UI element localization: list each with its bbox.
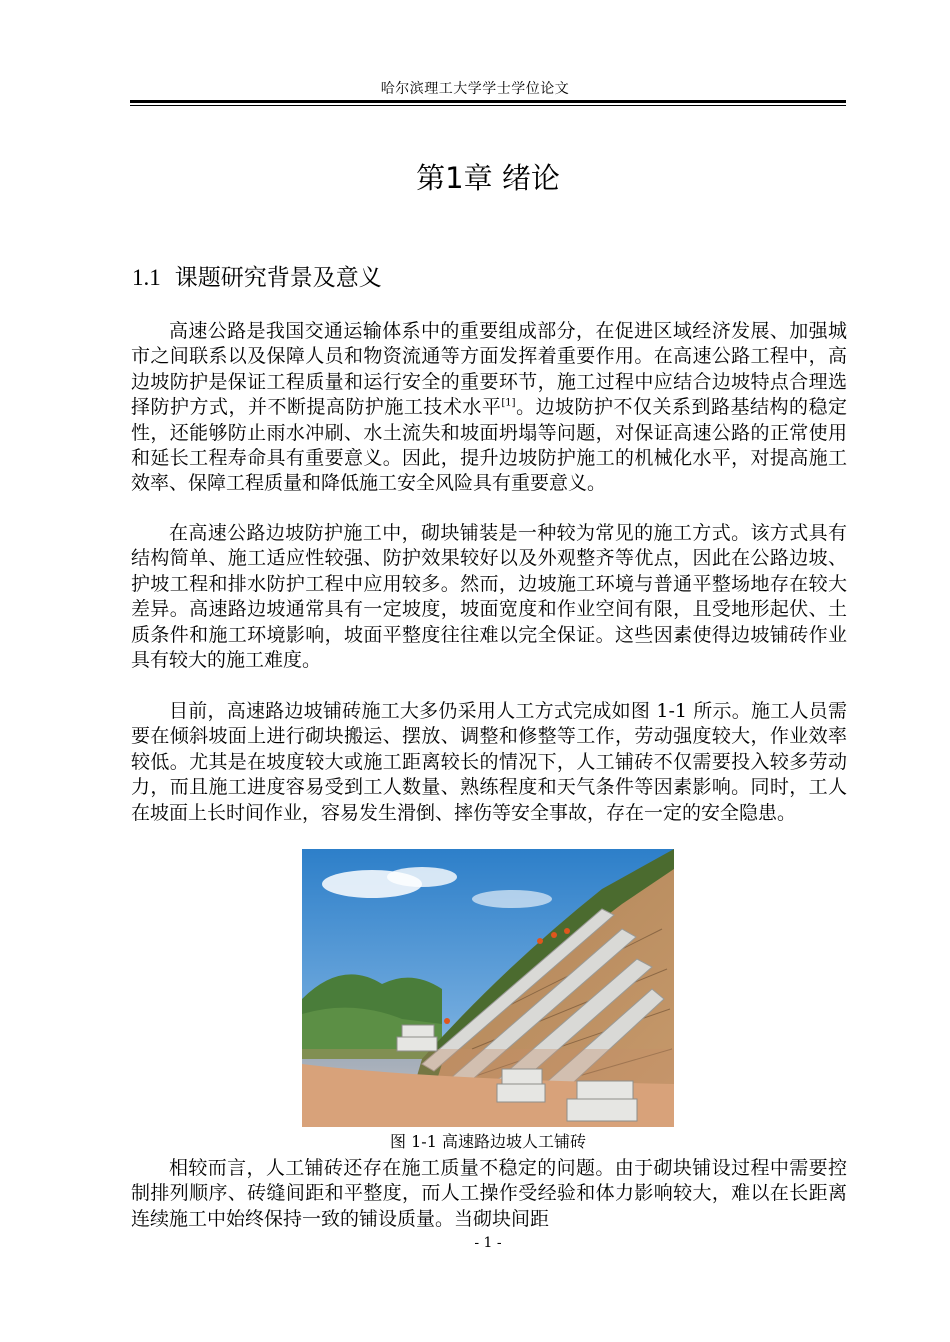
paragraph-3-text: 目前，高速路边坡铺砖施工大多仍采用人工方式完成如图 1-1 所示。施工人员需要在倾斜坡面上进行砌块搬运、摆放、调整和修整等工作，劳动强度较大，作业效率较低。尤其是在坡度较大或施工距离较长的情况下，人工铺砖不仅需要投入较多劳动力，而且施工进度容易受到工人数量、熟练程度和天气条件等因素影响。同时，工人在坡面上长时间作业，容易发生滑倒、摔伤等安全事故，存在一定的安全隐患。 [131,700,847,824]
paragraph-1 [131,319,847,497]
header-rule-thin [130,105,846,106]
figure-slope-paving-photo [302,849,674,1127]
page-number: - 1 - [474,1235,502,1251]
paragraph-2 [131,521,847,673]
header-rule-thick [130,100,846,103]
paragraph-2-text: 在高速公路边坡防护施工中，砌块铺装是一种较为常见的施工方式。该方式具有结构简单、施工适应性较强、防护效果较好以及外观整齐等优点，因此在公路边坡、护坡工程和排水防护工程中应用较多。然而，边坡施工环境与普通平整场地存在较大差异。高速路边坡通常具有一定坡度，坡面宽度和作业空间有限，且受地形起伏、土质条件和施工环境影响，坡面平整度往往难以完全保证。这些因素使得边坡铺砖作业具有较大的施工难度。 [131,522,847,672]
section-heading [132,259,382,292]
paragraph-1-text-b: 。边坡防护不仅关系到路基结构的稳定性，还能够防止雨水冲刷、水土流失和坡面坍塌等问题，对保证高速公路的正常使用和延长工程寿命具有重要意义。因此，提升边坡防护施工的机械化水平，对提高施工效率、保障工程质量和降低施工安全风险具有重要意义。 [131,396,847,495]
paragraph-4-text: 相较而言，人工铺砖还存在施工质量不稳定的问题。由于砌块铺设过程中需要控制排列顺序、砖缝间距和平整度，而人工操作受经验和体力影响较大，难以在长距离连续施工中始终保持一致的铺设质量。当砌块间距 [131,1157,847,1230]
running-header: 哈尔滨理工大学学士学位论文 [380,81,570,97]
paragraph-3 [131,699,847,826]
figure-caption: 图 1-1 高速路边坡人工铺砖 [390,1132,586,1151]
citation-1[interactable]: [1] [501,397,516,409]
paragraph-1-text-a: 高速公路是我国交通运输体系中的重要组成部分，在促进区域经济发展、加强城市之间联系以及保障人员和物资流通等方面发挥着重要作用。在高速公路工程中，高边坡防护是保证工程质量和运行安全的重要环节，施工过程中应结合边坡特点合理选择防护方式，并不断提高防护施工技术水平 [131,320,847,419]
chapter-title: 第1章 绪论 [416,161,560,195]
section-number: 1.1 [132,265,161,290]
slope-paving-photo-illustration [302,849,674,1127]
paragraph-4 [131,1156,847,1232]
section-title: 课题研究背景及意义 [174,265,382,291]
